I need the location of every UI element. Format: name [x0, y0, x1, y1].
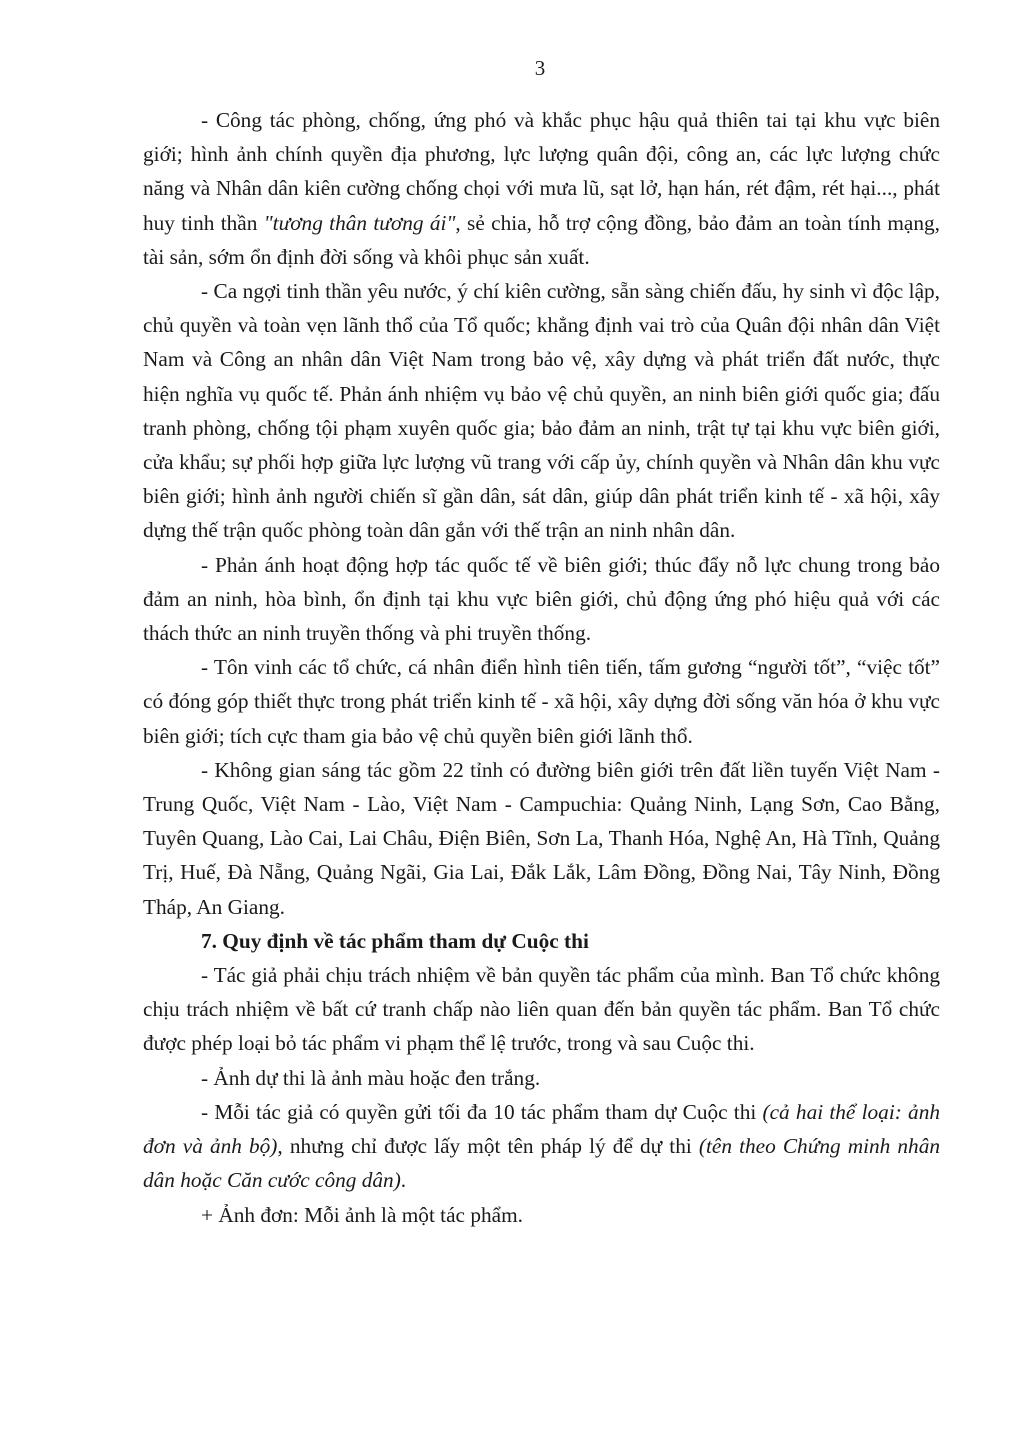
italic-text: (tên theo Chứng minh nhân dân hoặc Căn cước công dân): [143, 1134, 940, 1193]
document-body: [143, 103, 940, 1232]
text-run: - Ca ngợi tinh thần yêu nước, ý chí kiên cường, sẵn sàng chiến đấu, hy sinh vì độc lập, chủ quyền và toàn vẹn lãnh thổ của Tổ quốc; khẳng định vai trò của Quân đội nhân dân Việt Nam và Công an nhân dân Việt Nam trong bảo vệ, xây dựng và phát triển đất nước, thực hiện nghĩa vụ quốc tế. Phản ánh nhiệm vụ bảo vệ chủ quyền, an ninh biên giới quốc gia; đấu tranh phòng, chống tội phạm xuyên quốc gia; bảo đảm an ninh, trật tự tại khu vực biên giới, cửa khẩu; sự phối hợp giữa lực lượng vũ trang với cấp ủy, chính quyền và Nhân dân khu vực biên giới; hình ảnh người chiến sĩ gần dân, sát dân, giúp dân phát triển kinh tế - xã hội, xây dựng thế trận quốc phòng toàn dân gắn với thế trận an ninh nhân dân.: [143, 279, 940, 543]
paragraph: [143, 958, 940, 1061]
section-7-heading: 7. Quy định về tác phẩm tham dự Cuộc thi: [201, 928, 589, 953]
section-7-rules: [143, 958, 940, 1232]
text-run: - Công tác phòng, chống, ứng phó và khắc phục hậu quả thiên tai tại khu vực biên giới; hình ảnh chính quyền địa phương, lực lượng quân đội, công an, các lực lượng chức năng và Nhân dân kiên cường chống chọi với mưa lũ, sạt lở, hạn hán, rét đậm, rét hại..., phát huy tinh thần: [143, 108, 940, 235]
text-run: .: [400, 1168, 407, 1193]
paragraph: [143, 753, 940, 924]
paragraph: [143, 650, 940, 753]
text-run: - Tôn vinh các tổ chức, cá nhân điển hình tiên tiến, tấm gương “người tốt”, “việc tốt” có đóng góp thiết thực trong phát triển kinh tế - xã hội, xây dựng đời sống văn hóa ở khu vực biên giới; tích cực tham gia bảo vệ chủ quyền biên giới lãnh thổ.: [143, 655, 940, 748]
text-run: - Không gian sáng tác gồm 22 tỉnh có đường biên giới trên đất liền tuyến Việt Nam - Trung Quốc, Việt Nam - Lào, Việt Nam - Campuchia: Quảng Ninh, Lạng Sơn, Cao Bằng, Tuyên Quang, Lào Cai, Lai Châu, Điện Biên, Sơn La, Thanh Hóa, Nghệ An, Hà Tĩnh, Quảng Trị, Huế, Đà Nẵng, Quảng Ngãi, Gia Lai, Đắk Lắk, Lâm Đồng, Đồng Nai, Tây Ninh, Đồng Tháp, An Giang.: [143, 757, 940, 919]
paragraph: [143, 103, 940, 274]
text-run: - Mỗi tác giả có quyền gửi tối đa 10 tác phẩm tham dự Cuộc thi: [201, 1099, 763, 1124]
paragraph: [143, 1095, 940, 1198]
paragraph: [143, 548, 940, 651]
page-number: 3: [534, 56, 546, 80]
text-run: - Tác giả phải chịu trách nhiệm về bản quyền tác phẩm của mình. Ban Tổ chức không chịu trách nhiệm về bất cứ tranh chấp nào liên quan đến bản quyền tác phẩm. Ban Tổ chức được phép loại bỏ tác phẩm vi phạm thể lệ trước, trong và sau Cuộc thi.: [143, 963, 940, 1056]
text-run: - Ảnh dự thi là ảnh màu hoặc đen trắng.: [201, 1065, 541, 1090]
paragraph: [143, 1198, 940, 1232]
italic-text: (cả hai thể loại: ảnh đơn và ảnh bộ): [143, 1099, 941, 1159]
section-content-themes: [143, 103, 940, 924]
text-run: , nhưng chỉ được lấy một tên pháp lý để dự thi: [277, 1134, 699, 1159]
paragraph: [143, 274, 940, 548]
text-run: + Ảnh đơn: Mỗi ảnh là một tác phẩm.: [201, 1202, 523, 1227]
paragraph: [143, 1061, 940, 1095]
text-run: , sẻ chia, hỗ trợ cộng đồng, bảo đảm an toàn tính mạng, tài sản, sớm ổn định đời sống và khôi phục sản xuất.: [143, 210, 940, 269]
italic-text: "tương thân tương ái": [263, 210, 456, 235]
text-run: - Phản ánh hoạt động hợp tác quốc tế về biên giới; thúc đẩy nỗ lực chung trong bảo đảm an ninh, hòa bình, ổn định tại khu vực biên giới, chủ động ứng phó hiệu quả với các thách thức an ninh truyền thống và phi truyền thống.: [143, 552, 940, 646]
